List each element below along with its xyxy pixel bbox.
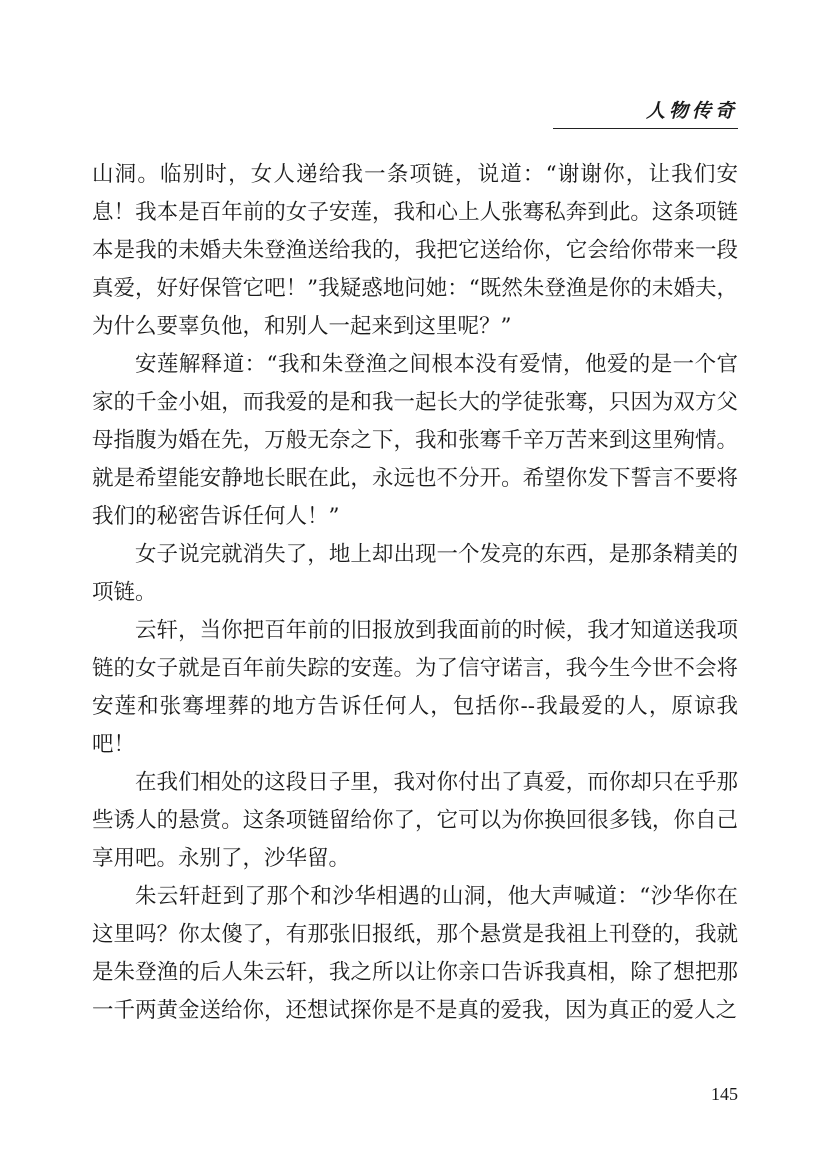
paragraph: 山洞。临别时，女人递给我一条项链，说道：“谢谢你，让我们安息！我本是百年前的女子安莲，我和心上人张骞私奔到此。这条项链本是我的未婚夫朱登渔送给我的，我把它送给你，它会给你带来一段真爱，好好保管它吧！”我疑惑地问她：“既然朱登渔是你的未婚夫，为什么要辜负他，和别人一起来到这里呢？”: [92, 162, 738, 339]
paragraph: 朱云轩赶到了那个和沙华相遇的山洞，他大声喊道：“沙华你在这里吗？你太傻了，有那张旧报纸，那个悬赏是我祖上刊登的，我就是朱登渔的后人朱云轩，我之所以让你亲口告诉我真相，除了想把那一千两黄金送给你，还想试探你是不是真的爱我，因为真正的爱人之: [92, 884, 738, 1023]
header-rule: [553, 128, 738, 129]
running-header-title: 人物传奇: [645, 100, 738, 122]
paragraph: 云轩，当你把百年前的旧报放到我面前的时候，我才知道送我项链的女子就是百年前失踪的安莲。为了信守诺言，我今生今世不会将安莲和张骞埋葬的地方告诉任何人，包括你--我最爱的人，原谅我吧！: [92, 618, 738, 757]
page-number: 145: [711, 1084, 738, 1104]
paragraph: 安莲解释道：“我和朱登渔之间根本没有爱情，他爱的是一个官家的千金小姐，而我爱的是和我一起长大的学徒张骞，只因为双方父母指腹为婚在先，万般无奈之下，我和张骞千辛万苦来到这里殉情。就是希望能安静地长眠在此，永远也不分开。希望你发下誓言不要将我们的秘密告诉任何人！”: [92, 352, 738, 529]
body-text: [92, 156, 738, 1030]
paragraph: 在我们相处的这段日子里，我对你付出了真爱，而你却只在乎那些诱人的悬赏。这条项链留给你了，它可以为你换回很多钱，你自己享用吧。永别了，沙华留。: [92, 770, 738, 871]
paragraph: 女子说完就消失了，地上却出现一个发亮的东西，是那条精美的项链。: [92, 542, 738, 605]
